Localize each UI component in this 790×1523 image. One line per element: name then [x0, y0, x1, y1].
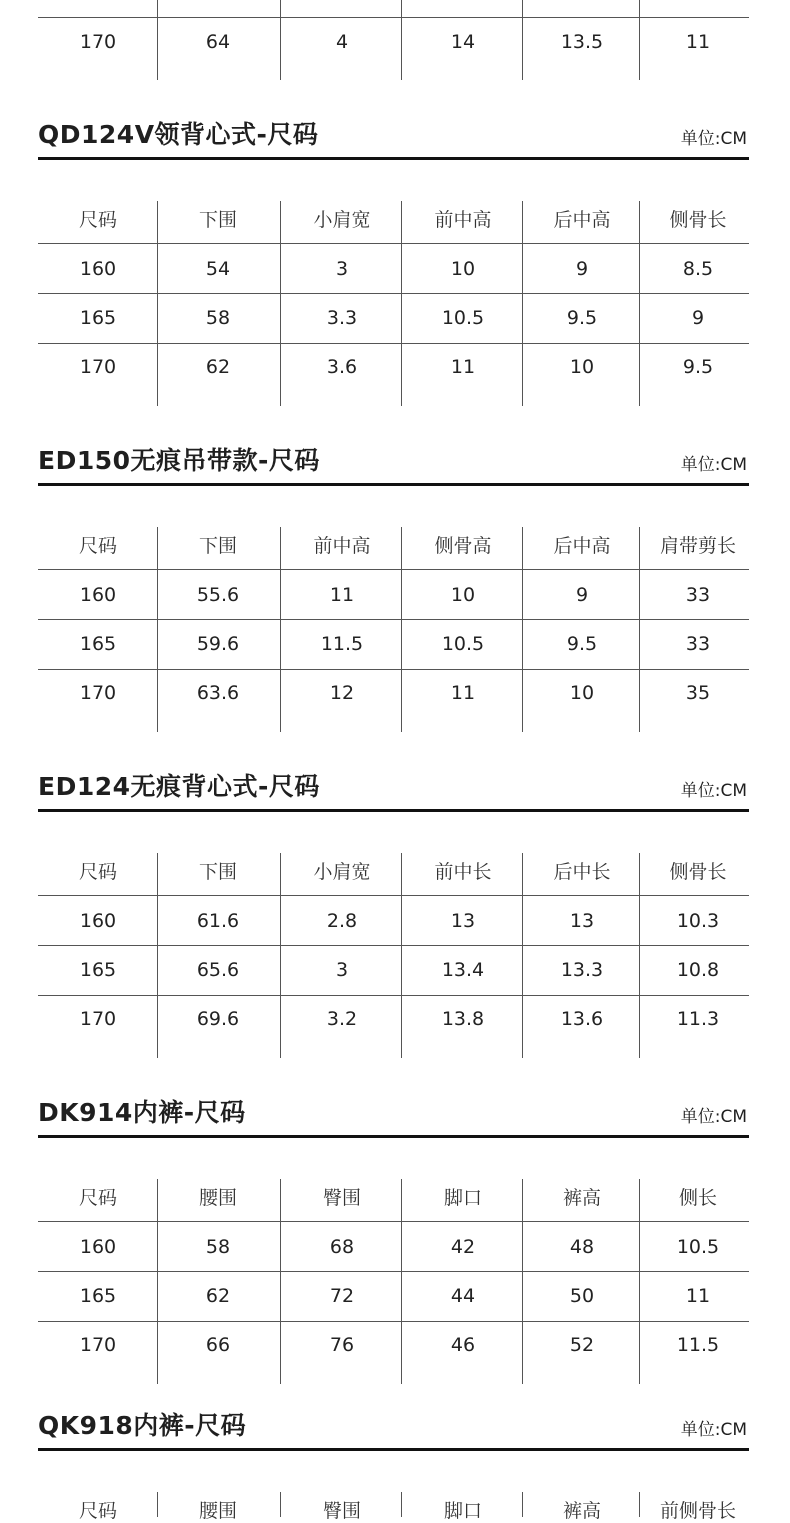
table-cell: 170	[79, 356, 117, 378]
table-cell: 8.5	[682, 258, 714, 280]
table-cell: 61.6	[196, 910, 240, 932]
table-row-divider	[38, 945, 749, 946]
table-header-cell: 臀围	[322, 1187, 361, 1209]
table-header-cell: 侧骨长	[669, 209, 727, 231]
table-row-divider	[38, 1221, 749, 1222]
unit-label: 单位:CM	[680, 1420, 747, 1440]
table-header-cell: 脚口	[443, 1187, 482, 1209]
table-cell: 2.8	[326, 910, 358, 932]
table-cell: 58	[205, 1236, 231, 1258]
table-cell: 10.8	[676, 959, 720, 981]
table-header-cell: 尺码	[78, 209, 117, 231]
table-header-cell: 小肩宽	[313, 861, 371, 883]
table-row-divider	[38, 17, 749, 18]
table-cell: 3	[335, 959, 349, 981]
section-title: ED150无痕吊带款-尺码	[38, 446, 320, 475]
table-header-cell: 后中长	[553, 861, 611, 883]
table-row-divider	[38, 1271, 749, 1272]
table-cell: 42	[450, 1236, 476, 1258]
table-column-divider	[280, 1492, 281, 1517]
table-cell: 160	[79, 910, 117, 932]
table-cell: 9.5	[566, 307, 598, 329]
table-cell: 12	[329, 682, 355, 704]
table-cell: 165	[79, 307, 117, 329]
unit-label: 单位:CM	[680, 781, 747, 801]
table-cell: 11	[329, 584, 355, 606]
table-cell: 3.3	[326, 307, 358, 329]
section-title: ED124无痕背心式-尺码	[38, 772, 320, 801]
table-column-divider	[280, 201, 281, 406]
table-header-cell: 前中长	[434, 861, 492, 883]
table-cell: 55.6	[196, 584, 240, 606]
table-cell: 11	[685, 1285, 711, 1307]
table-cell: 170	[79, 682, 117, 704]
table-cell: 11.5	[676, 1334, 720, 1356]
table-column-divider	[280, 0, 281, 80]
table-row-divider	[38, 569, 749, 570]
table-cell: 13.6	[560, 1008, 604, 1030]
table-cell: 58	[205, 307, 231, 329]
table-cell: 59.6	[196, 633, 240, 655]
table-cell: 10	[569, 682, 595, 704]
table-header-cell: 后中高	[553, 209, 611, 231]
table-cell: 9.5	[682, 356, 714, 378]
table-header-cell: 前侧骨长	[659, 1500, 736, 1522]
table-column-divider	[280, 853, 281, 1058]
table-cell: 3	[335, 258, 349, 280]
table-header-cell: 小肩宽	[313, 209, 371, 231]
table-row-divider	[38, 895, 749, 896]
table-header-cell: 肩带剪长	[659, 535, 736, 557]
table-cell: 9.5	[566, 633, 598, 655]
table-cell: 33	[685, 584, 711, 606]
table-header-cell: 尺码	[78, 1187, 117, 1209]
table-cell: 11	[450, 682, 476, 704]
table-cell: 3.2	[326, 1008, 358, 1030]
table-cell: 52	[569, 1334, 595, 1356]
table-column-divider	[280, 1179, 281, 1384]
table-cell: 13	[569, 910, 595, 932]
table-cell: 76	[329, 1334, 355, 1356]
table-cell: 160	[79, 1236, 117, 1258]
table-header-cell: 尺码	[78, 861, 117, 883]
section-title: DK914内裤-尺码	[38, 1098, 246, 1127]
table-row-divider	[38, 293, 749, 294]
table-cell: 54	[205, 258, 231, 280]
table-cell: 46	[450, 1334, 476, 1356]
table-cell: 13.8	[441, 1008, 485, 1030]
table-cell: 11	[450, 356, 476, 378]
table-cell: 72	[329, 1285, 355, 1307]
table-cell: 62	[205, 1285, 231, 1307]
table-header-cell: 尺码	[78, 535, 117, 557]
section-rule	[38, 809, 749, 812]
table-cell: 165	[79, 633, 117, 655]
table-header-cell: 臀围	[322, 1500, 361, 1522]
table-header-cell: 腰围	[198, 1500, 237, 1522]
section-title: QK918内裤-尺码	[38, 1411, 247, 1440]
table-header-cell: 后中高	[553, 535, 611, 557]
table-cell: 9	[575, 584, 589, 606]
table-cell: 50	[569, 1285, 595, 1307]
table-cell: 48	[569, 1236, 595, 1258]
table-header-cell: 脚口	[443, 1500, 482, 1522]
table-cell: 10	[569, 356, 595, 378]
table-cell: 170	[79, 1334, 117, 1356]
table-header-cell: 侧骨高	[434, 535, 492, 557]
unit-label: 单位:CM	[680, 129, 747, 149]
table-header-cell: 下围	[198, 535, 237, 557]
section-rule	[38, 483, 749, 486]
table-cell: 44	[450, 1285, 476, 1307]
section-rule	[38, 1448, 749, 1451]
table-cell: 9	[575, 258, 589, 280]
table-cell: 33	[685, 633, 711, 655]
table-cell: 35	[685, 682, 711, 704]
table-row-divider	[38, 243, 749, 244]
table-cell: 13.5	[560, 31, 604, 53]
table-row-divider	[38, 343, 749, 344]
table-cell: 160	[79, 258, 117, 280]
table-cell: 11	[685, 31, 711, 53]
table-cell: 165	[79, 1285, 117, 1307]
table-cell: 4	[335, 31, 349, 53]
table-cell: 10	[450, 584, 476, 606]
table-header-cell: 裤高	[562, 1500, 601, 1522]
table-cell: 170	[79, 31, 117, 53]
table-cell: 170	[79, 1008, 117, 1030]
table-header-cell: 下围	[198, 861, 237, 883]
table-cell: 13.3	[560, 959, 604, 981]
table-cell: 14	[450, 31, 476, 53]
table-cell: 10.5	[441, 633, 485, 655]
table-cell: 65.6	[196, 959, 240, 981]
table-cell: 68	[329, 1236, 355, 1258]
table-header-cell: 前中高	[313, 535, 371, 557]
table-cell: 69.6	[196, 1008, 240, 1030]
table-header-cell: 侧骨长	[669, 861, 727, 883]
table-cell: 13.4	[441, 959, 485, 981]
table-cell: 10.3	[676, 910, 720, 932]
table-cell: 165	[79, 959, 117, 981]
table-cell: 66	[205, 1334, 231, 1356]
table-cell: 64	[205, 31, 231, 53]
table-header-cell: 腰围	[198, 1187, 237, 1209]
table-column-divider	[280, 527, 281, 732]
table-cell: 9	[691, 307, 705, 329]
table-cell: 13	[450, 910, 476, 932]
section-title: QD124V领背心式-尺码	[38, 120, 319, 149]
table-header-cell: 下围	[198, 209, 237, 231]
table-cell: 11.3	[676, 1008, 720, 1030]
table-cell: 62	[205, 356, 231, 378]
table-header-cell: 前中高	[434, 209, 492, 231]
table-cell: 11.5	[320, 633, 364, 655]
table-cell: 160	[79, 584, 117, 606]
table-header-cell: 裤高	[562, 1187, 601, 1209]
table-row-divider	[38, 669, 749, 670]
table-row-divider	[38, 995, 749, 996]
section-rule	[38, 157, 749, 160]
table-cell: 10.5	[441, 307, 485, 329]
table-cell: 10	[450, 258, 476, 280]
table-row-divider	[38, 1321, 749, 1322]
section-rule	[38, 1135, 749, 1138]
unit-label: 单位:CM	[680, 455, 747, 475]
table-cell: 3.6	[326, 356, 358, 378]
table-header-cell: 尺码	[78, 1500, 117, 1522]
table-cell: 10.5	[676, 1236, 720, 1258]
table-row-divider	[38, 619, 749, 620]
unit-label: 单位:CM	[680, 1107, 747, 1127]
table-cell: 63.6	[196, 682, 240, 704]
table-header-cell: 侧长	[678, 1187, 717, 1209]
